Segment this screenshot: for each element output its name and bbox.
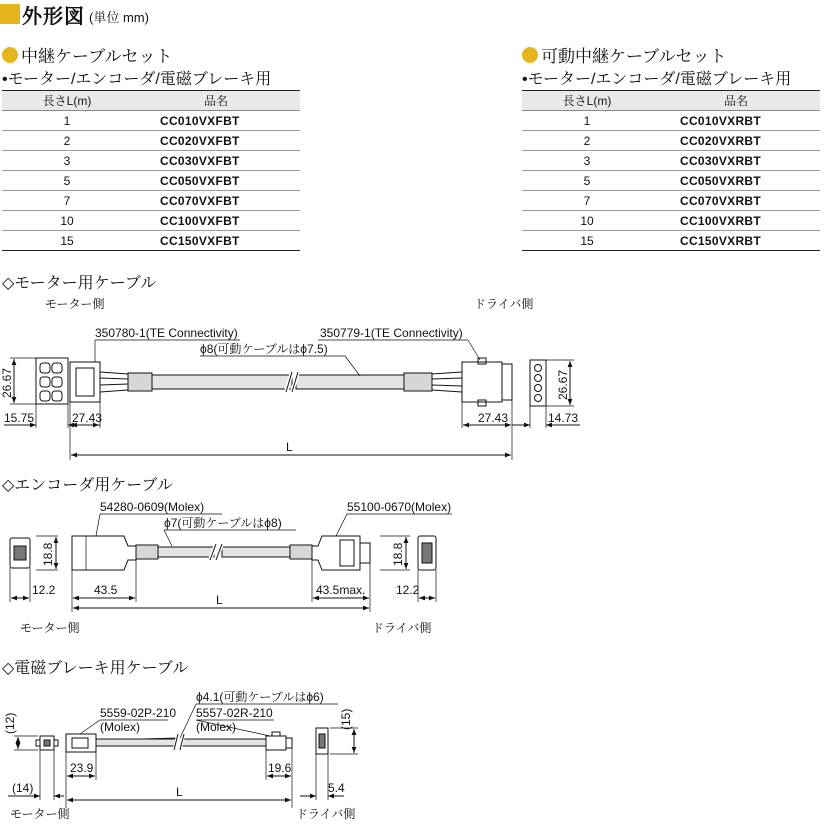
relay-subheading: •モーター/エンコーダ/電磁ブレーキ用 (2, 71, 272, 88)
motor-dim-height-left: 26.67 (0, 367, 14, 398)
length-cell: 1 (2, 111, 132, 131)
length-cell: 5 (522, 171, 652, 191)
encoder-diameter-label: ϕ7(可動ケーブルはϕ8) (164, 516, 282, 530)
brake-left-connector (66, 734, 96, 752)
driver-side-label: ドライバ側 (474, 297, 534, 311)
length-cell: 5 (2, 171, 132, 191)
table-row (522, 231, 820, 251)
brake-right-connector (266, 736, 286, 750)
brake-connector-left-label-1: 5559-02P-210 (100, 706, 177, 720)
flex-heading (522, 42, 726, 67)
encoder-dim-length: L (216, 593, 223, 607)
brake-dim-height-left: (12) (3, 712, 17, 734)
encoder-cable-heading: ◇エンコーダ用ケーブル (2, 477, 173, 494)
brake-cable-body (96, 739, 176, 746)
length-cell: 10 (522, 211, 652, 231)
table-row (2, 151, 300, 171)
motor-right-connector (462, 362, 502, 402)
motor-dim-length: L (286, 440, 293, 454)
product-name-cell: CC070VXRBT (652, 191, 820, 211)
motor-side-label: モーター側 (45, 297, 105, 311)
motor-cable-body (152, 375, 292, 389)
motor-cable-heading: ◇モーター用ケーブル (2, 275, 157, 292)
product-name-cell: CC010VXFBT (132, 111, 300, 131)
drawings-svg (0, 290, 834, 824)
encoder-cable-body (158, 547, 214, 557)
relay-col-length: 長さL(m) (2, 91, 132, 111)
encoder-driver-side-label: ドライバ側 (372, 621, 432, 635)
length-cell: 2 (2, 131, 132, 151)
table-row (522, 131, 820, 151)
brake-dim-left-width: (14) (12, 781, 34, 795)
relay-heading (2, 42, 172, 67)
title-square-icon (0, 4, 20, 24)
table-row (2, 131, 300, 151)
flex-table (522, 90, 820, 251)
page-title-bar (0, 0, 149, 28)
table-row (522, 211, 820, 231)
flex-col-name: 品名 (652, 91, 820, 111)
encoder-dim-height-right: 18.8 (391, 542, 405, 566)
product-name-cell: CC150VXFBT (132, 231, 300, 251)
length-cell: 1 (522, 111, 652, 131)
product-name-cell: CC050VXFBT (132, 171, 300, 191)
product-name-cell: CC100VXFBT (132, 211, 300, 231)
brake-connector-right-label-1: 5557-02R-210 (196, 706, 273, 720)
brake-motor-side-label: モーター側 (10, 807, 70, 821)
encoder-motor-side-label: モーター側 (20, 621, 80, 635)
brake-dim-height-right: (15) (339, 708, 353, 730)
encoder-dim-height-left: 18.8 (41, 542, 55, 566)
table-row (522, 191, 820, 211)
motor-dim-height-right: 26.67 (556, 369, 570, 400)
motor-right-end-view (530, 360, 546, 406)
table-row (2, 231, 300, 251)
table-row (522, 151, 820, 171)
motor-dim-left-conn: 27.43 (72, 411, 103, 425)
motor-diameter-label: ϕ8(可動ケーブルはϕ7.5) (200, 342, 328, 356)
motor-dim-left-width: 15.75 (4, 411, 35, 425)
motor-dim-right-width: 14.73 (548, 411, 579, 425)
motor-cable-sleeve-left (128, 373, 152, 391)
flex-subheading: •モーター/エンコーダ/電磁ブレーキ用 (522, 71, 792, 88)
brake-cable-heading: ◇電磁ブレーキ用ケーブル (2, 660, 189, 677)
brake-dim-right-conn: 19.6 (268, 761, 292, 775)
motor-cable-sleeve-right (404, 373, 432, 391)
encoder-dim-right-width: 12.2 (396, 583, 420, 597)
product-name-cell: CC010VXRBT (652, 111, 820, 131)
length-cell: 15 (2, 231, 132, 251)
length-cell: 7 (2, 191, 132, 211)
motor-connector-right-label: 350779-1(TE Connectivity) (320, 326, 463, 340)
table-row (2, 111, 300, 131)
brake-dim-right-width: 5.4 (328, 781, 345, 795)
table-row (2, 211, 300, 231)
product-name-cell: CC030VXFBT (132, 151, 300, 171)
table-row (2, 191, 300, 211)
product-name-cell: CC070VXFBT (132, 191, 300, 211)
encoder-left-connector (72, 536, 136, 570)
flex-col-length: 長さL(m) (522, 91, 652, 111)
length-cell: 15 (522, 231, 652, 251)
length-cell: 3 (2, 151, 132, 171)
product-name-cell: CC050VXRBT (652, 171, 820, 191)
page-unit: (単位 mm) (89, 9, 149, 25)
brake-connector-right-label-2: (Molex) (196, 720, 237, 734)
page-title: 外形図 (22, 5, 85, 28)
flex-heading-text: 可動中継ケーブルセット (541, 47, 727, 66)
motor-dim-right-conn: 27.43 (478, 411, 509, 425)
relay-col-name: 品名 (132, 91, 300, 111)
bullet-dot-icon (2, 47, 18, 63)
encoder-dim-left-conn: 43.5 (94, 583, 118, 597)
encoder-dim-right-conn: 43.5max. (316, 583, 366, 597)
bullet-dot-icon (522, 47, 538, 63)
length-cell: 2 (522, 131, 652, 151)
length-cell: 10 (2, 211, 132, 231)
product-name-cell: CC150VXRBT (652, 231, 820, 251)
table-row (2, 171, 300, 191)
table-row (522, 111, 820, 131)
encoder-dim-left-width: 12.2 (32, 583, 56, 597)
motor-connector-left-label: 350780-1(TE Connectivity) (95, 326, 238, 340)
product-name-cell: CC100VXRBT (652, 211, 820, 231)
brake-diameter-label: ϕ4.1(可動ケーブルはϕ6) (196, 690, 324, 704)
brake-dim-length: L (176, 785, 183, 799)
length-cell: 3 (522, 151, 652, 171)
table-row (522, 171, 820, 191)
brake-driver-side-label: ドライバ側 (296, 807, 356, 821)
product-name-cell: CC020VXFBT (132, 131, 300, 151)
encoder-connector-right-label: 55100-0670(Molex) (347, 500, 452, 514)
encoder-connector-left-label: 54280-0609(Molex) (100, 500, 205, 514)
product-name-cell: CC020VXRBT (652, 131, 820, 151)
brake-connector-left-label-2: (Molex) (100, 720, 141, 734)
encoder-right-connector (312, 536, 360, 570)
relay-table (2, 90, 300, 251)
relay-heading-text: 中継ケーブルセット (21, 47, 173, 66)
brake-cable-drawing (8, 704, 358, 808)
product-name-cell: CC030VXRBT (652, 151, 820, 171)
brake-dim-left-conn: 23.9 (70, 761, 94, 775)
length-cell: 7 (522, 191, 652, 211)
